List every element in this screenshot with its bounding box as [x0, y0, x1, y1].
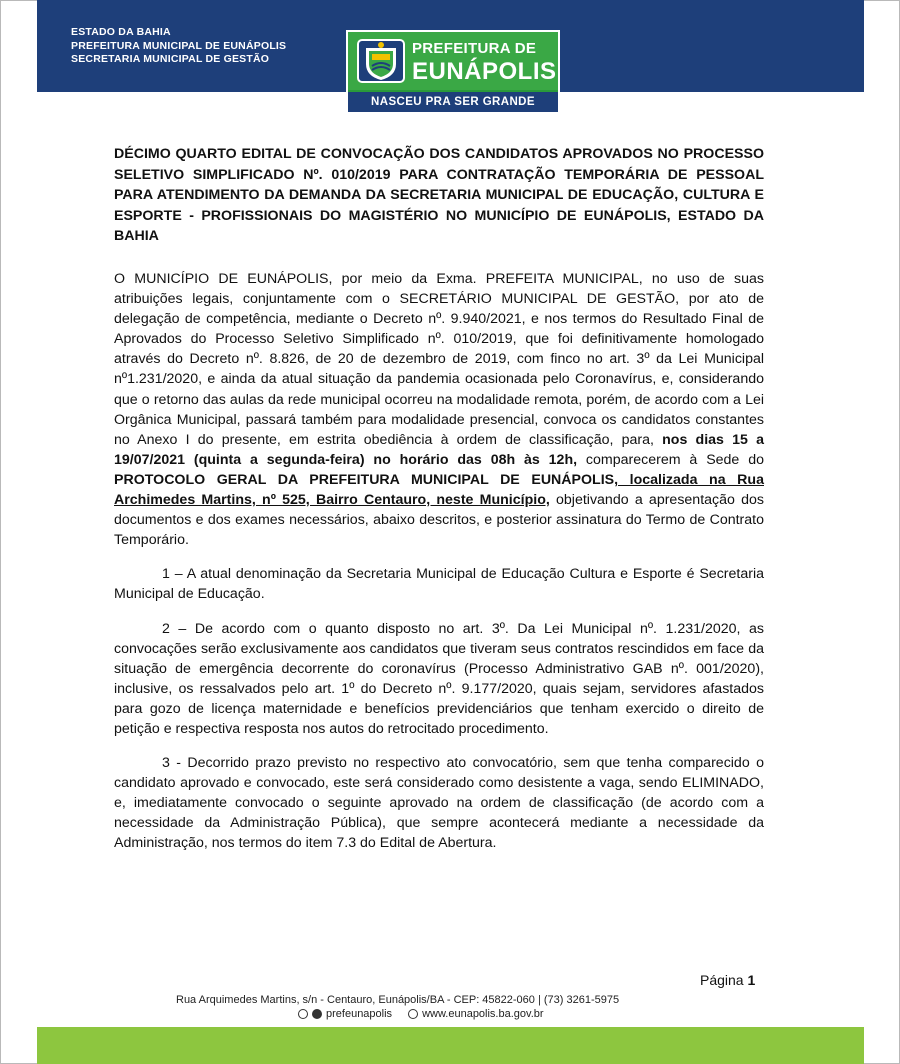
footer-address: Rua Arquimedes Martins, s/n - Centauro, Eunápolis/BA - CEP: 45822-060 | (73) 3261-5975 — [176, 994, 620, 1006]
instagram-icon — [298, 1009, 308, 1019]
org-line-prefecture: PREFEITURA MUNICIPAL DE EUNÁPOLIS — [71, 39, 287, 52]
intro-place-bold: PROTOCOLO GERAL DA PREFEITURA MUNICIPAL DE EUNÁPOLIS — [114, 471, 615, 488]
intro-text-3: objetivando a apresentação dos documentos e dos exames necessários, abaixo descritos, e posterior assinatura do Termo de Contrato Temporário. — [114, 492, 764, 549]
org-line-state: ESTADO DA BAHIA — [71, 26, 171, 38]
page-number — [700, 972, 755, 988]
website-link[interactable]: www.eunapolis.ba.gov.br — [422, 1008, 544, 1020]
logo-title-line1: PREFEITURA DE — [412, 40, 537, 57]
intro-text-1: O MUNICÍPIO DE EUNÁPOLIS, por meio da Exma. PREFEITA MUNICIPAL, no uso de suas atribuições legais, conjuntamente com o SECRETÁRIO MUNICIPAL DE GESTÃO, por ato de delegação de competência, mediante o Decreto nº. 9.940/2021, e nos termos do Resultado Final de Aprovados do Processo Seletivo Simplificado nº. 010/2019, que foi definitivamente homologado através do Decreto nº. 8.826, de 20 de dezembro de 2019, com finco no art. 3º da Lei Municipal nº1.231/2020, e ainda da atual situação da pandemia ocasionada pelo Coronavírus, e, considerando que o retorno das aulas da rede municipal ocorreu na modalidade remota, porém, de acordo com a Lei Orgânica Municipal, passará também para modalidade presencial, convoca os candidatos constantes no Anexo I do presente, em estrita obediência à ordem de classificação, para, — [114, 271, 764, 448]
facebook-icon — [312, 1009, 322, 1019]
logo-top-panel — [348, 32, 558, 90]
item-3-paragraph: 3 - Decorrido prazo previsto no respectivo ato convocatório, sem que tenha comparecido o candidato aprovado e convocado, este será considerado como desistente a vaga, sendo ELIMINADO, e, imediatamente convocado o seguinte aprovado na ordem de classificação (de acordo com a necessidade da Administração Pública), que sempre acontecerá mediante a necessidade da Administração, nos termos do item 7.3 do Edital de Abertura. — [114, 755, 764, 852]
prefecture-logo — [346, 30, 560, 114]
document-title: DÉCIMO QUARTO EDITAL DE CONVOCAÇÃO DOS CANDIDATOS APROVADOS NO PROCESSO SELETIVO SIMPLIFICADO Nº. 010/2019 PARA CONTRATAÇÃO TEMPORÁRIA DE PESSOAL PARA ATENDIMENTO DA DEMANDA DA SECRETARIA MUNICIPAL DE EDUCAÇÃO, CULTURA E ESPORTE - PROFISSIONAIS DO MAGISTÉRIO NO MUNICÍPIO DE EUNÁPOLIS, ESTADO DA BAHIA — [114, 146, 764, 244]
footer-social — [298, 1008, 544, 1020]
org-line-secretariat: SECRETARIA MUNICIPAL DE GESTÃO — [71, 53, 270, 65]
social-handle: prefeunapolis — [326, 1008, 393, 1020]
item-1-paragraph: 1 – A atual denominação da Secretaria Municipal de Educação Cultura e Esporte é Secretaria Municipal de Educação. — [114, 566, 764, 603]
page-number-value: 1 — [747, 972, 756, 988]
intro-text-2: comparecerem à Sede do — [577, 451, 764, 468]
crest-icon — [356, 38, 406, 84]
item-2-paragraph: 2 – De acordo com o quanto disposto no art. 3º. Da Lei Municipal nº. 1.231/2020, as convocações serão exclusivamente aos candidatos que tiveram seus contratos rescindidos em face da situação de emergência decorrente do coronavírus (Processo Administrativo GAB nº. 001/2020), inclusive, os ressalvados pelo art. 1º do Decreto nº. 9.177/2020, quais sejam, servidores afastados para gozo de licença maternidade e benefícios previdenciários que tenham exercido o direito de petição e respectiva resposta nos autos do retrocitado procedimento. — [114, 620, 764, 737]
globe-icon — [408, 1009, 418, 1019]
logo-title-line2: EUNÁPOLIS — [412, 58, 557, 85]
intro-dates-bold: nos dias 15 a 19/07/2021 (quinta a segunda-feira) no horário das 08h às 12h, — [114, 431, 764, 468]
footer-green-bar — [37, 1027, 864, 1064]
logo-slogan: NASCEU PRA SER GRANDE — [348, 92, 558, 112]
intro-address-bold-underlined: , localizada na Rua Archimedes Martins, nº 525, Bairro Centauro, neste Município, — [114, 471, 764, 509]
document-body — [114, 269, 764, 854]
intro-paragraph — [114, 269, 764, 550]
organization-block — [71, 26, 286, 67]
page-label: Página — [700, 972, 744, 988]
